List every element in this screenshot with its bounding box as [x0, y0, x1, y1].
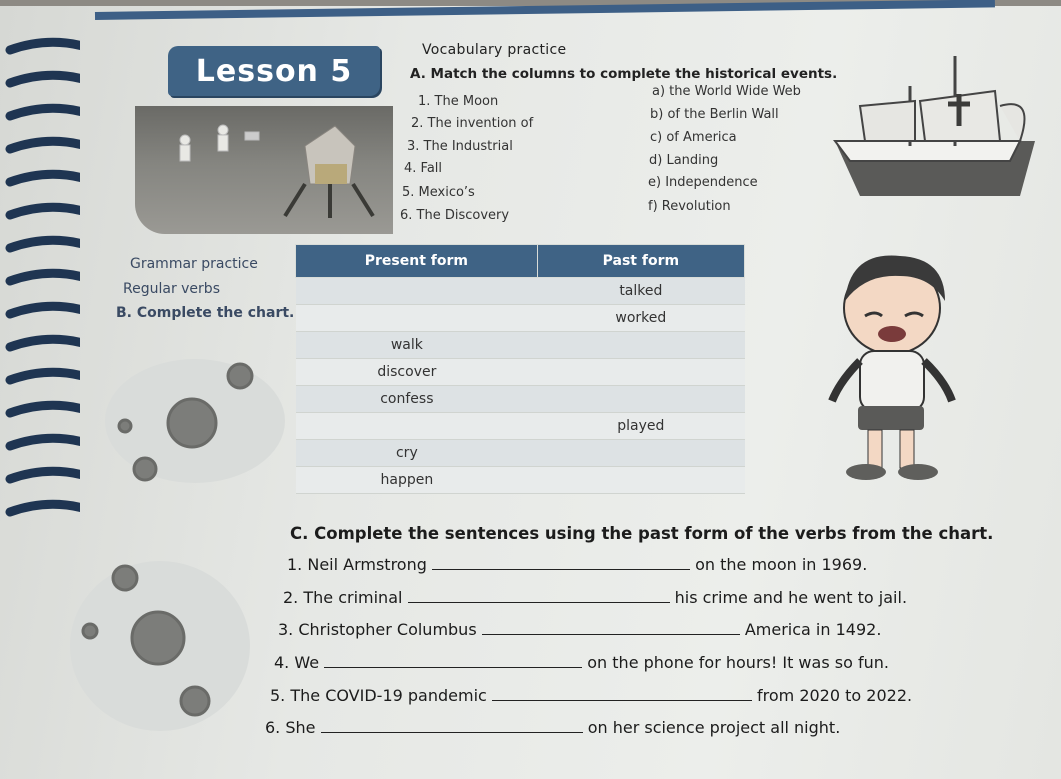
sentence-start: 6. She — [265, 718, 316, 737]
vocab-left-item: 5. Mexico’s — [402, 185, 475, 200]
answer-blank[interactable] — [432, 555, 690, 570]
vocab-left-item: 3. The Industrial — [407, 139, 513, 154]
chart-row — [296, 332, 745, 359]
vocab-right-item: f) Revolution — [648, 199, 731, 214]
past-cell[interactable] — [537, 440, 744, 467]
present-cell[interactable]: happen — [296, 467, 538, 494]
present-cell[interactable]: discover — [296, 359, 538, 386]
answer-blank[interactable] — [482, 620, 740, 635]
sentence-end: his crime and he went to jail. — [674, 588, 908, 607]
grammar-subheading: Regular verbs — [123, 281, 220, 297]
sentence-6 — [265, 718, 840, 737]
vocab-left-item: 1. The Moon — [418, 94, 499, 109]
moon-landing-illustration — [135, 106, 393, 234]
section-c-instruction: C. Complete the sentences using the past form of the verbs from the chart. — [290, 524, 994, 543]
top-band — [95, 0, 995, 20]
sentence-start: 4. We — [274, 653, 320, 672]
chart-row — [296, 386, 745, 413]
present-cell[interactable] — [296, 413, 538, 440]
vocab-left-item: 6. The Discovery — [400, 208, 510, 223]
past-cell[interactable]: played — [537, 413, 744, 440]
vocab-right-item: d) Landing — [649, 153, 719, 168]
vocab-right-item: e) Independence — [648, 175, 758, 190]
answer-blank[interactable] — [321, 718, 583, 733]
past-cell[interactable]: worked — [537, 305, 744, 332]
vocab-right-item: a) the World Wide Web — [652, 84, 801, 99]
present-cell[interactable]: confess — [296, 386, 538, 413]
chart-row — [296, 359, 745, 386]
sentence-3 — [278, 620, 881, 639]
present-cell[interactable] — [296, 305, 538, 332]
answer-blank[interactable] — [492, 686, 752, 701]
present-cell[interactable]: walk — [296, 332, 538, 359]
virus-illustration — [100, 351, 290, 491]
crying-boy-illustration — [820, 246, 970, 491]
virus-illustration — [60, 556, 250, 736]
chart-row — [296, 413, 745, 440]
sentence-end: America in 1492. — [744, 620, 882, 639]
chart-header-present: Present form — [296, 245, 538, 278]
spiral-binding — [0, 36, 80, 536]
verb-chart — [295, 244, 745, 494]
vocab-right-item: b) of the Berlin Wall — [650, 107, 779, 122]
sentence-end: from 2020 to 2022. — [757, 686, 913, 705]
past-cell[interactable] — [537, 386, 744, 413]
chart-row — [296, 305, 745, 332]
sentence-end: on the phone for hours! It was so fun. — [587, 653, 889, 672]
vocab-left-item: 2. The invention of — [411, 116, 534, 131]
sentence-end: on the moon in 1969. — [695, 555, 868, 574]
ship-illustration — [820, 46, 1050, 226]
past-cell[interactable] — [537, 467, 744, 494]
sentence-start: 1. Neil Armstrong — [287, 555, 427, 574]
vocab-right-item: c) of America — [650, 130, 737, 145]
lesson-badge: Lesson 5 — [168, 46, 380, 96]
past-cell[interactable]: talked — [537, 278, 744, 305]
sentence-end: on her science project all night. — [587, 718, 841, 737]
sentence-start: 3. Christopher Columbus — [278, 620, 477, 639]
past-cell[interactable] — [537, 332, 744, 359]
chart-row — [296, 467, 745, 494]
sentence-start: 2. The criminal — [283, 588, 403, 607]
sentence-4 — [274, 653, 889, 672]
answer-blank[interactable] — [324, 653, 582, 668]
vocab-heading: Vocabulary practice — [422, 42, 567, 58]
chart-row — [296, 278, 745, 305]
sentence-5 — [270, 686, 912, 705]
grammar-heading: Grammar practice — [130, 256, 258, 272]
chart-row — [296, 440, 745, 467]
sentence-2 — [283, 588, 907, 607]
vocab-instruction: A. Match the columns to complete the historical events. — [410, 66, 838, 82]
answer-blank[interactable] — [408, 588, 670, 603]
grammar-instruction: B. Complete the chart. — [116, 305, 295, 321]
vocab-left-item: 4. Fall — [404, 161, 443, 176]
sentence-1 — [287, 555, 867, 574]
sentence-start: 5. The COVID-19 pandemic — [270, 686, 487, 705]
chart-header-past: Past form — [537, 245, 744, 278]
present-cell[interactable]: cry — [296, 440, 538, 467]
present-cell[interactable] — [296, 278, 538, 305]
workbook-page — [0, 6, 1061, 779]
past-cell[interactable] — [537, 359, 744, 386]
